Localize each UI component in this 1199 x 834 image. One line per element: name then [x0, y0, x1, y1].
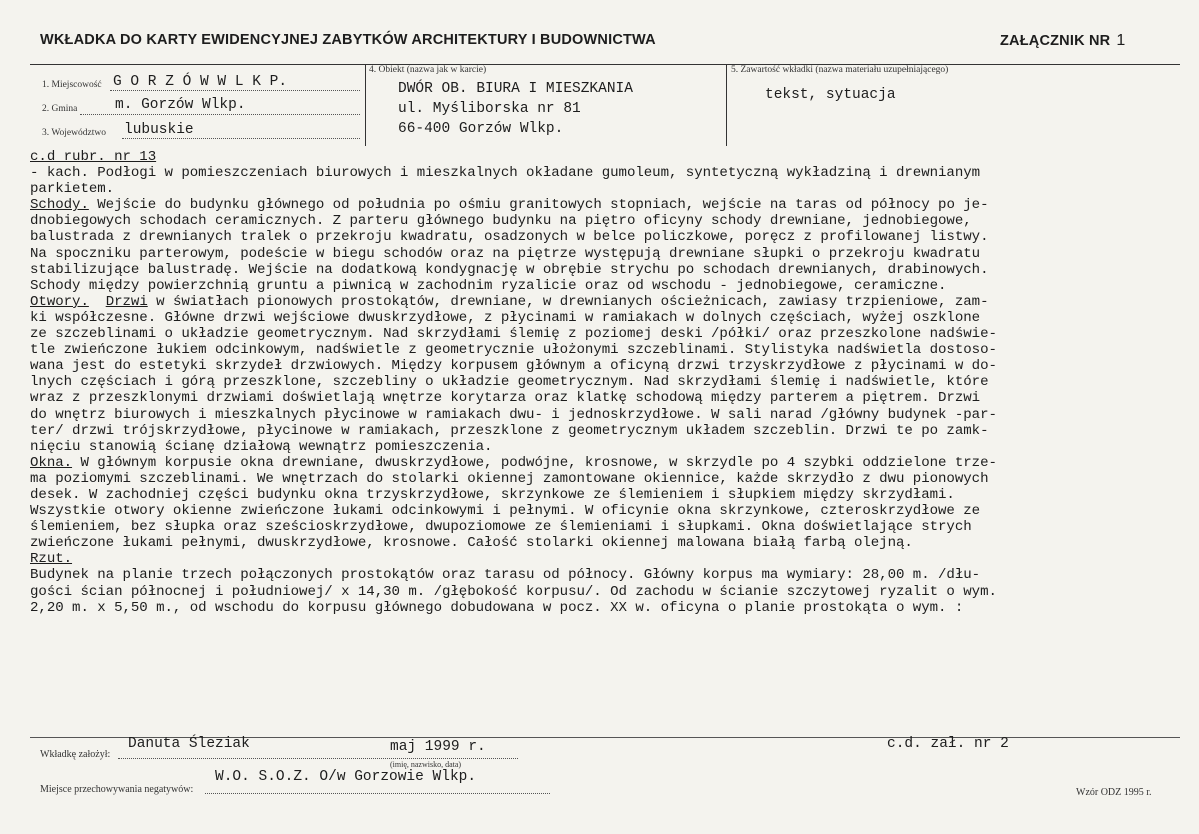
object-line-2: ul. Myśliborska nr 81 [398, 101, 581, 117]
body-line: balustrada z drewnianych tralek o przekroju kwadratu, osadzonych w belce policzkowe, poręcz z profilowanej listwy. [30, 229, 989, 246]
box-divider-2 [726, 64, 727, 146]
voivodeship-label: 3. Województwo [42, 128, 106, 138]
voivodeship-value: lubuskie [124, 122, 194, 138]
body-line: dnobiegowych schodach ceramicznych. Z parteru głównego budynku na piętro oficyny schody drewniane, jednobiegowe, [30, 213, 972, 230]
voivodeship-underline [122, 138, 360, 139]
box-top-rule [30, 64, 1180, 65]
storage-value: W.O. S.O.Z. O/w Gorzowie Wlkp. [215, 769, 477, 785]
body-line: ślemieniem, bez słupka oraz sześcioskrzydłowe, dwupoziomowe ze ślemieniami i słupkami. Okna doświetlające strych [30, 519, 972, 536]
body-line: gości ścian północnej i południowej/ x 14,30 m. /głębokość korpusu/. Od zachodu w ścianie szczytowej ryzalit o wym. [30, 583, 997, 600]
body-line: ter/ drzwi trójskrzydłowe, płycinowe w ramiakach, przeszklone z geometrycznym układem szczeblin. Drzwi te po zamk- [30, 422, 989, 439]
body-line: tle zwieńczone łukiem odcinkowym, nadświetle z geometrycznie ułożonymi szczeblinami. Stylistyka nadświetla dostoso- [30, 342, 997, 359]
body-line: Okna. W głównym korpusie okna drewniane, dwuskrzydłowe, podwójne, krosnowe, w skrzydle po 4 szybki oddzielone trze- [30, 454, 997, 471]
form-code: Wzór ODZ 1995 r. [1076, 787, 1152, 798]
annex-label-text: ZAŁĄCZNIK NR [1000, 33, 1111, 49]
annex-label [1000, 32, 1125, 50]
body-line: Schody. Wejście do budynku głównego od południa po ośmiu granitowych stopniach, wejście na taras od północy po je- [30, 197, 989, 214]
body-line: do wnętrz biurowych i mieszkalnych płycinowe w ramiakach dwu- i jednoskrzydłowe. W sali narad /główny budynek -par- [30, 406, 997, 423]
contents-label: 5. Zawartość wkładki (nazwa materiału uzupełniającego) [731, 65, 949, 75]
commune-underline [80, 114, 360, 115]
contents-value: tekst, sytuacja [765, 87, 896, 103]
body-line: ma poziomymi szczeblinami. We wnętrzach do stolarki okiennej zamontowane okiennice, każde skrzydło z dwu pionowych [30, 470, 989, 487]
body-line: Schody między powierzchnią gruntu a piwnicą w zachodnim ryzalicie oraz od wschodu - jednobiegowe, ceramiczne. [30, 277, 947, 294]
author-sublabel: (imię, nazwisko, data) [390, 760, 462, 769]
annex-number: 1 [1116, 32, 1126, 49]
author-name: Danuta Śleziak [128, 736, 250, 752]
author-date: maj 1999 r. [390, 739, 486, 755]
body-line: Na spoczniku parterowym, podeście w biegu schodów oraz na piętrze występują drewniane słupki o przekroju kwadratu [30, 245, 981, 262]
form-title: WKŁADKA DO KARTY EWIDENCYJNEJ ZABYTKÓW ARCHITEKTURY I BUDOWNICTWA [40, 32, 656, 48]
commune-value: m. Gorzów Wlkp. [115, 97, 246, 113]
section-heading: Otwory. [30, 293, 89, 310]
section-heading: Drzwi [105, 293, 148, 310]
body-line: nięciu stanowią ścianę działową wewnątrz pomieszczenia. [30, 438, 493, 455]
body-line [30, 551, 1180, 567]
section-heading: Rzut. [30, 551, 73, 568]
continuation-note: c.d. zał. nr 2 [887, 736, 1009, 752]
body-text [30, 149, 1180, 616]
section-heading: Okna. [30, 454, 73, 471]
body-line: ki współczesne. Główne drzwi wejściowe dwuskrzydłowe, z płycinami w ramiakach w dolnych częściach, wyżej oszklone [30, 309, 981, 326]
object-line-1: DWÓR OB. BIURA I MIESZKANIA [398, 81, 633, 97]
locality-underline [110, 90, 360, 91]
section-heading: Schody. [30, 197, 89, 214]
body-line: Budynek na planie trzech połączonych prostokątów oraz tarasu od północy. Główny korpus ma wymiary: 28,00 m. /dłu- [30, 567, 981, 584]
body-line: stabilizujące balustradę. Wejście na dodatkową kondygnację w obrębie strychu po schodach drewnianych, drabinowych. [30, 261, 989, 278]
body-line: Otwory. Drzwi w światłach pionowych prostokątów, drewniane, w drewnianych ościeżnicach, zawiasy trzpieniowe, zam- [30, 293, 989, 310]
body-line: parkietem. [30, 181, 115, 198]
locality-value: G O R Z Ó W W L K P. [113, 74, 288, 90]
storage-underline [205, 793, 550, 794]
body-line: - kach. Podłogi w pomieszczeniach biurowych i mieszkalnych okładane gumoleum, syntetyczną wykładziną i drewnianym [30, 165, 981, 182]
body-line: Wszystkie otwory okienne zwieńczone łukami odcinkowymi i pełnymi. W oficynie okna skrzynkowe, czteroskrzydłowe ze [30, 503, 981, 520]
body-line: desek. W zachodniej części budynku okna trzyskrzydłowe, skrzynkowe ze ślemieniem i słupkiem między skrzydłami. [30, 486, 955, 503]
body-line: wana jest do estetyki skrzydeł drzwiowych. Między korpusem głównym a oficyną drzwi trzyskrzydłowe z płycinami w do- [30, 358, 997, 375]
commune-label: 2. Gmina [42, 104, 78, 114]
author-underline [118, 758, 518, 759]
author-label: Wkładkę założył: [40, 749, 111, 760]
body-line: lnych częściach i górą przeszklone, szczebliny o układzie geometrycznym. Nad skrzydłami ślemię i nadświetle, które [30, 374, 989, 391]
body-line: zwieńczone łukami pełnymi, dwuskrzydłowe, krosnowe. Całość stolarki okiennej malowana białą farbą olejną. [30, 535, 913, 552]
body-heading: c.d rubr. nr 13 [30, 149, 157, 165]
storage-label: Miejsce przechowywania negatywów: [40, 784, 194, 795]
object-label: 4. Obiekt (nazwa jak w karcie) [369, 65, 487, 75]
box-divider-1 [365, 64, 366, 146]
object-line-3: 66-400 Gorzów Wlkp. [398, 121, 564, 137]
locality-label: 1. Miejscowość [42, 80, 102, 90]
body-line: wraz z przeszklonymi drzwiami doświetlają wnętrze korytarza oraz klatkę schodową między parterem a piętrem. Drzwi [30, 390, 981, 407]
body-line: ze szczeblinami o układzie geometrycznym. Nad skrzydłami ślemię z poziomej deski /półki/ oraz przeszkolone nadświe- [30, 326, 997, 343]
body-lines [30, 165, 1180, 616]
body-line: 2,20 m. x 5,50 m., od wschodu do korpusu głównego dobudowana w pocz. XX w. oficyna o planie prostokąta o wym. : [30, 599, 964, 616]
